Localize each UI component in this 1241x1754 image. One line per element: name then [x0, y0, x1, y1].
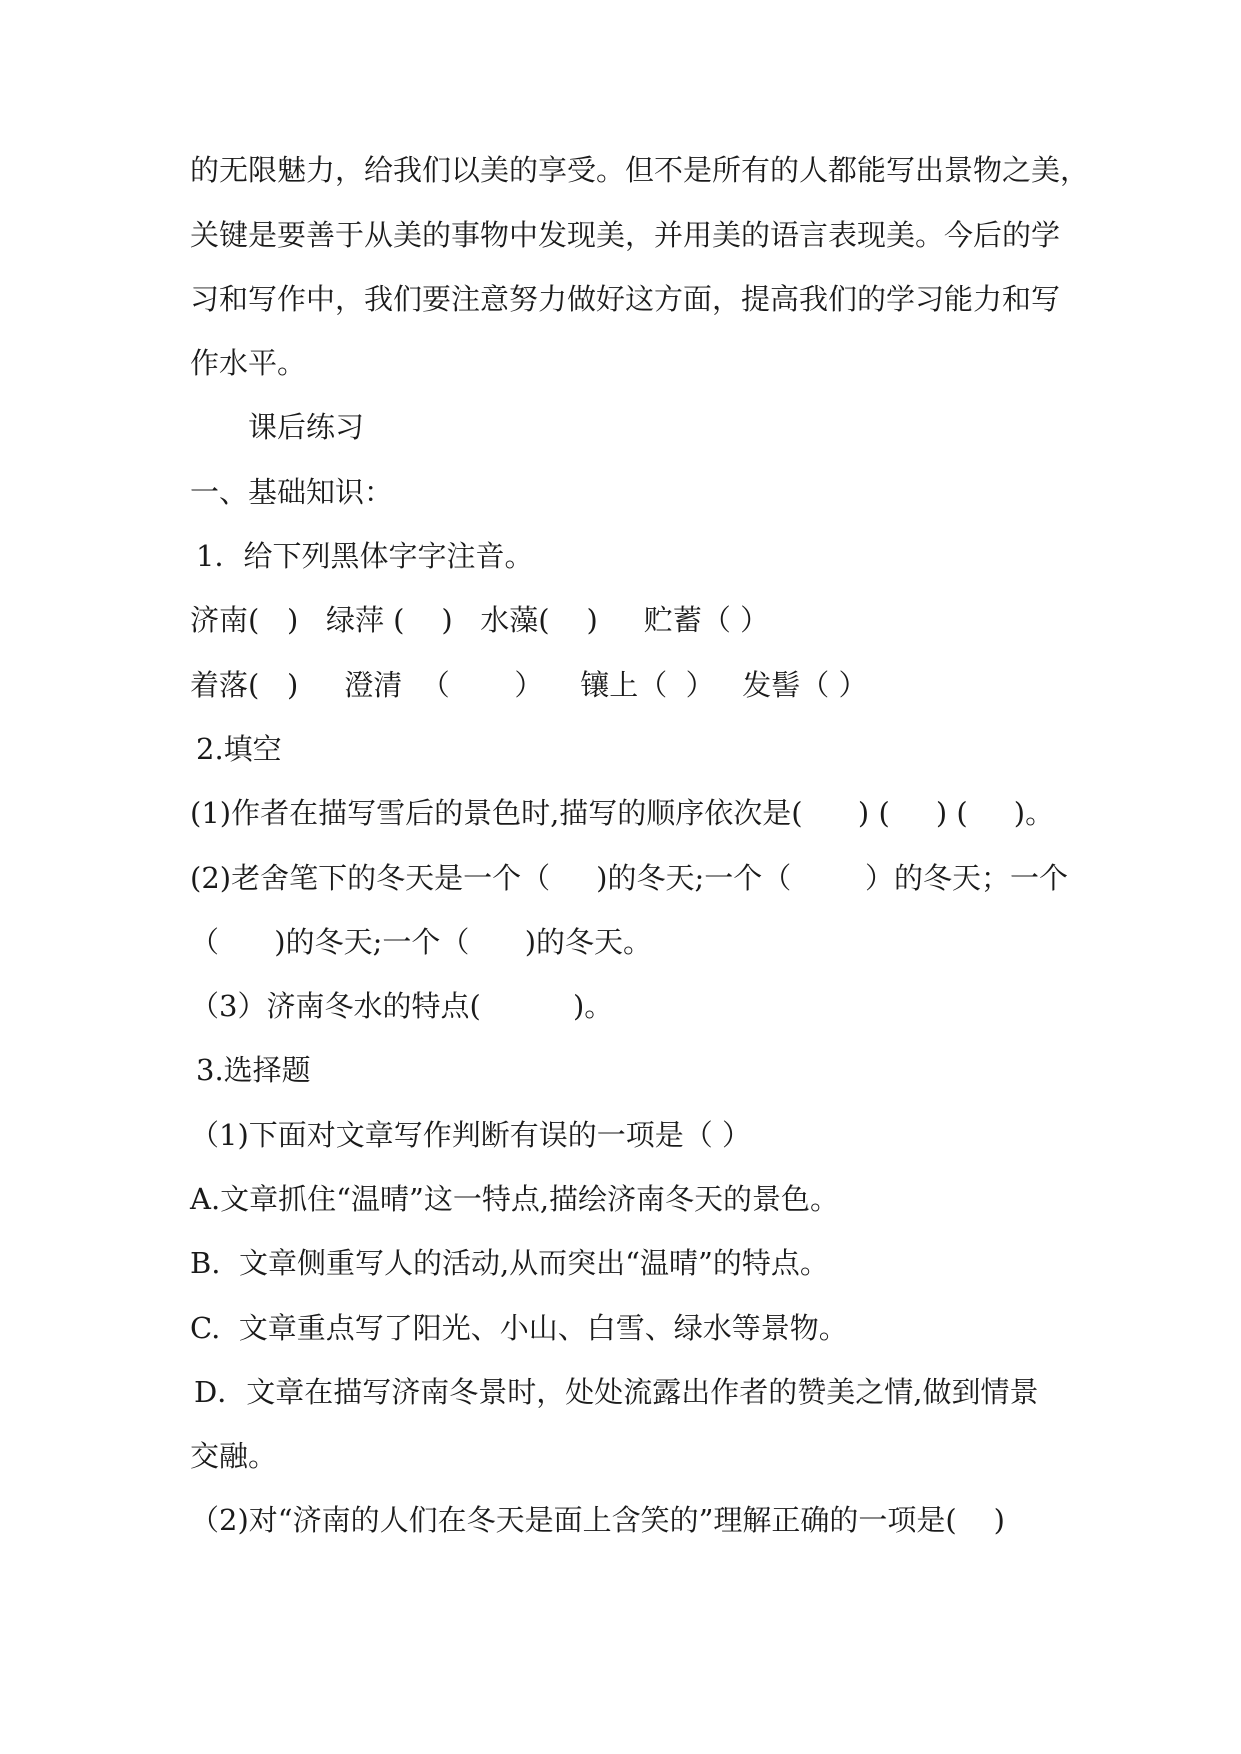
choice-question-2: （2)对“济南的人们在冬天是面上含笑的”理解正确的一项是( ): [190, 1503, 1005, 1537]
paragraph-line-4: 作水平。: [190, 346, 307, 380]
fill-blank-2: (2)老舍笔下的冬天是一个（ )的冬天;一个（ ）的冬天；一个: [190, 861, 1069, 895]
pinyin-row-1: 济南( ) 绿萍 ( ) 水藻( ) 贮蓄（ ）: [190, 603, 770, 637]
question-2-heading: 2.填空: [196, 732, 282, 766]
option-d-continued: 交融。: [190, 1439, 278, 1473]
choice-question-1: （1)下面对文章写作判断有误的一项是（ ）: [190, 1118, 751, 1152]
option-d: D．文章在描写济南冬景时，处处流露出作者的赞美之情,做到情景: [194, 1375, 1039, 1409]
fill-blank-1: (1)作者在描写雪后的景色时,描写的顺序依次是( ) ( ) ( )。: [190, 796, 1055, 830]
question-1-prompt: 1．给下列黑体字字注音。: [196, 539, 534, 573]
section-heading-exercises: 课后练习: [248, 410, 365, 444]
paragraph-line-3: 习和写作中，我们要注意努力做好这方面，提高我们的学习能力和写: [190, 282, 1061, 316]
paragraph-line-1: 的无限魅力，给我们以美的享受。但不是所有的人都能写出景物之美，: [190, 153, 1090, 187]
fill-blank-3: （3）济南冬水的特点( )。: [190, 989, 614, 1023]
part-one-heading: 一、基础知识：: [190, 475, 394, 509]
fill-blank-2-continued: （ )的冬天;一个（ )的冬天。: [190, 925, 653, 959]
question-3-heading: 3.选择题: [196, 1053, 311, 1087]
option-b: B. 文章侧重写人的活动,从而突出“温晴”的特点。: [190, 1246, 829, 1280]
pinyin-row-2: 着落( ) 澄清 （ ） 镶上（ ） 发髻（ ）: [190, 668, 868, 702]
option-c: C. 文章重点写了阳光、小山、白雪、绿水等景物。: [190, 1311, 848, 1345]
paragraph-line-2: 关键是要善于从美的事物中发现美，并用美的语言表现美。今后的学: [190, 218, 1061, 252]
option-a: A.文章抓住“温晴”这一特点,描绘济南冬天的景色。: [190, 1182, 840, 1216]
